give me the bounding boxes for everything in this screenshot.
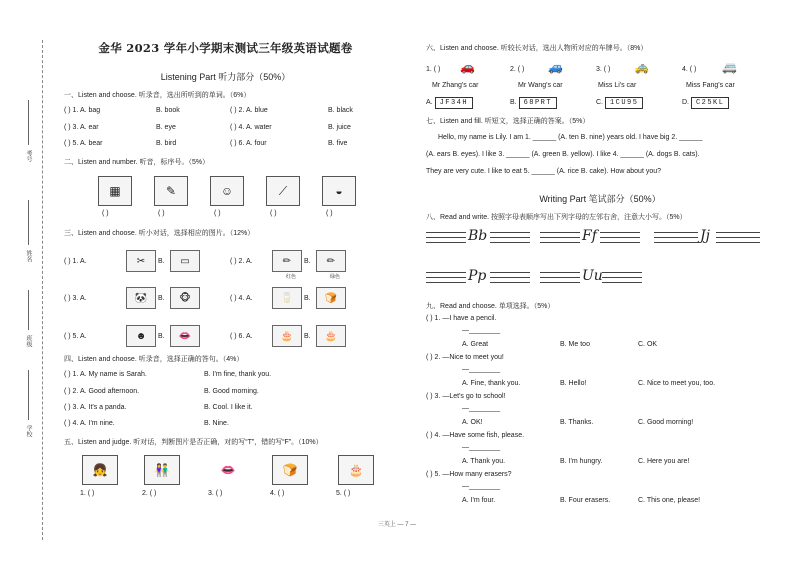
s9-q2-b: B. Hello! — [560, 380, 587, 387]
plate-d-number: C25KL — [691, 97, 730, 109]
s9-q1: ( ) 1. —I have a pencil. — [426, 315, 497, 322]
s1-r1-c: ( ) 2. A. blue — [230, 107, 268, 114]
s3-q6-b: B. — [304, 333, 311, 340]
s9-q5-b: B. Four erasers. — [560, 497, 611, 504]
s3-q2-a-pic: ✏ — [272, 250, 302, 272]
bread2-pic: 🍞 — [316, 287, 346, 309]
s4-r3-a: ( ) 3. A. It's a panda. — [64, 404, 127, 411]
bread-pic: ◒ — [322, 176, 356, 206]
monkey-pic: 🐵 — [170, 287, 200, 309]
s4-r2-b: B. Good morning. — [204, 388, 259, 395]
s2-blank-1[interactable]: ( ) — [102, 210, 109, 217]
s2-blank-4[interactable]: ( ) — [270, 210, 277, 217]
section1-heading: 一、Listen and choose. 听录音，选出所听到的单词。（6%） — [64, 92, 251, 99]
s5-blank-4[interactable]: 4. ( ) — [270, 490, 285, 497]
s6-name-4: Miss Fang's car — [686, 82, 735, 89]
s5-pic-5: 🎂 — [338, 455, 374, 485]
s6-item-3[interactable]: 3. ( ) — [596, 66, 611, 73]
s1-r2-a: ( ) 3. A. ear — [64, 124, 99, 131]
s1-r2-b: B. eye — [156, 124, 176, 131]
plate-d — [682, 97, 729, 109]
s9-q2: ( ) 2. —Nice to meet you! — [426, 354, 504, 361]
s1-r1-d: B. black — [328, 107, 353, 114]
letter-uu: Uu — [582, 268, 603, 284]
s5-pic-2: 👫 — [144, 455, 180, 485]
plate-a-letter: A. — [426, 99, 433, 106]
binding-margin — [20, 40, 50, 540]
crayon-pic: ✎ — [154, 176, 188, 206]
page-title: 金华 2023 学年小学期末测试三年级英语试题卷 — [98, 41, 353, 55]
s3-q4-b: B. — [304, 295, 311, 302]
s3-q3: ( ) 3. A. — [64, 295, 87, 302]
section2-heading: 二、Listen and number. 听音，标序号。（5%） — [64, 159, 210, 166]
plate-c — [596, 97, 643, 109]
s3-q6: ( ) 6. A. — [230, 333, 253, 340]
s4-r4-b: B. Nine. — [204, 420, 229, 427]
s2-blank-5[interactable]: ( ) — [326, 210, 333, 217]
binding-label-class: 班级 — [25, 335, 31, 347]
plate-b — [510, 97, 557, 109]
tag-red: 红色 — [286, 274, 297, 280]
s7-line-3: They are very cute. I like to eat 5. ______ (A. rice B. cake). How about you? — [426, 168, 662, 175]
window-pic: ▦ — [98, 176, 132, 206]
s9-q1-blank[interactable]: —________ — [462, 327, 501, 334]
s4-r1-a: ( ) 1. A. My name is Sarah. — [64, 371, 147, 378]
s6-name-2: Mr Wang's car — [518, 82, 563, 89]
letter-bb: Bb — [468, 228, 488, 244]
s1-r3-c: ( ) 6. A. four — [230, 140, 267, 147]
s9-q4: ( ) 4. —Have some fish, please. — [426, 432, 525, 439]
car-4-icon: 🚐 — [722, 60, 737, 74]
s3-q5: ( ) 5. A. — [64, 333, 87, 340]
section8-heading: 八、Read and write. 按照字母表顺序写出下列字母的左邻右舍，注意大小写。（5%） — [426, 214, 687, 221]
s1-r3-b: B. bird — [156, 140, 177, 147]
s1-r1-b: B. book — [156, 107, 180, 114]
s3-q4: ( ) 4. A. — [230, 295, 253, 302]
milk-pic: 🥛 — [272, 287, 302, 309]
plate-a-number: JF34H — [435, 97, 474, 109]
s6-item-4[interactable]: 4. ( ) — [682, 66, 697, 73]
listening-part-heading: Listening Part 听力部分（50%） — [160, 72, 291, 82]
s5-blank-2[interactable]: 2. ( ) — [142, 490, 157, 497]
s9-q5-c: C. This one, please! — [638, 497, 701, 504]
s5-pic-3: 👄 — [220, 463, 236, 477]
s3-q1-b-pic: ▭ — [170, 250, 200, 272]
s2-blank-3[interactable]: ( ) — [214, 210, 221, 217]
s9-q3-a: A. OK! — [462, 419, 483, 426]
s9-q3-b: B. Thanks. — [560, 419, 594, 426]
plate-a — [426, 97, 473, 109]
s1-r3-a: ( ) 5. A. bear — [64, 140, 103, 147]
s9-q1-c: C. OK — [638, 341, 658, 348]
letter-ff: Ff — [582, 228, 597, 244]
s9-q2-a: A. Fine, thank you. — [462, 380, 521, 387]
plate-c-letter: C. — [596, 99, 603, 106]
s9-q4-blank[interactable]: —________ — [462, 444, 501, 451]
binding-label-kaohao: 考号 — [25, 150, 31, 162]
s5-blank-1[interactable]: 1. ( ) — [80, 490, 95, 497]
s9-q2-c: C. Nice to meet you, too. — [638, 380, 716, 387]
ruler-pic: ⟋ — [266, 176, 300, 206]
s9-q3-c: C. Good morning! — [638, 419, 694, 426]
tag-green: 绿色 — [330, 274, 341, 280]
s9-q1-a: A. Great — [462, 341, 489, 348]
s3-q2: ( ) 2. A. — [230, 258, 253, 265]
s7-line-1: Hello, my name is Lily. I am 1. ______ (A. ten B. nine) years old. I have big 2. ______ — [438, 134, 703, 141]
s9-q5: ( ) 5. —How many erasers? — [426, 471, 512, 478]
s9-q4-b: B. I'm hungry. — [560, 458, 603, 465]
page-footer: 三英上 — 7 — — [377, 522, 417, 528]
s4-r1-b: B. I'm fine, thank you. — [204, 371, 272, 378]
s3-q3-b: B. — [158, 295, 165, 302]
s9-q3-blank[interactable]: —________ — [462, 405, 501, 412]
face-pic: ☻ — [126, 325, 156, 347]
s3-q2-b: B. — [304, 258, 311, 265]
section7-heading: 七、Listen and fill. 听短文，选择正确的答案。（5%） — [426, 118, 590, 125]
girl-pic: ☺ — [210, 176, 244, 206]
s4-r2-a: ( ) 2. A. Good afternoon. — [64, 388, 140, 395]
plate-d-letter: D. — [682, 99, 689, 106]
s3-q1-b: B. — [158, 258, 165, 265]
s5-blank-5[interactable]: 5. ( ) — [336, 490, 351, 497]
s3-q5-b: B. — [158, 333, 165, 340]
s2-blank-2[interactable]: ( ) — [158, 210, 165, 217]
cut-line — [42, 40, 43, 540]
s4-r4-a: ( ) 4. A. I'm nine. — [64, 420, 115, 427]
s6-name-1: Mr Zhang's car — [432, 82, 479, 89]
s5-pic-4: 🍞 — [272, 455, 308, 485]
writing-part-heading: Writing Part 笔试部分（50%） — [539, 194, 661, 204]
s1-r1-a: ( ) 1. A. bag — [64, 107, 101, 114]
s9-q4-c: C. Here you are! — [638, 458, 690, 465]
letter-pp: Pp — [468, 268, 487, 284]
section6-heading: 六、Listen and choose. 听较长对话，选出人物所对应的车牌号。（8%） — [426, 45, 648, 52]
s9-q5-a: A. I'm four. — [462, 497, 496, 504]
s9-q2-blank[interactable]: —________ — [462, 366, 501, 373]
s5-pic-1: 👧 — [82, 455, 118, 485]
s6-item-1[interactable]: 1. ( ) — [426, 66, 441, 73]
s3-q1: ( ) 1. A. — [64, 258, 87, 265]
binding-label-school: 学校 — [25, 425, 31, 437]
s9-q1-b: B. Me too — [560, 341, 590, 348]
panda-pic: 🐼 — [126, 287, 156, 309]
s3-q1-a-pic: ✂ — [126, 250, 156, 272]
section9-heading: 九、Read and choose. 单项选择。（5%） — [426, 303, 555, 310]
s1-r2-d: B. juice — [328, 124, 351, 131]
s7-line-2: (A. ears B. eyes). I like 3. ______ (A. green B. yellow). I like 4. ______ (A. dogs B. cats). — [426, 151, 700, 158]
s9-q3: ( ) 3. —Let's go to school! — [426, 393, 506, 400]
cake-pic: 🎂 — [272, 325, 302, 347]
s3-q2-b-pic: ✏ — [316, 250, 346, 272]
s5-blank-3[interactable]: 3. ( ) — [208, 490, 223, 497]
s1-r3-d: B. five — [328, 140, 348, 147]
s1-r2-c: ( ) 4. A. water — [230, 124, 272, 131]
binding-label-name: 姓名 — [25, 250, 31, 262]
plate-c-number: 1CU95 — [605, 97, 644, 109]
car-2-icon: 🚙 — [548, 60, 563, 74]
cake2-pic: 🎂 — [316, 325, 346, 347]
plate-b-number: 68PRT — [519, 97, 558, 109]
mouth-pic: 👄 — [170, 325, 200, 347]
s6-item-2[interactable]: 2. ( ) — [510, 66, 525, 73]
section5-heading: 五、Listen and judge. 听对话，判断图片是否正确，对的写“T”，错的写“F”。（10%） — [64, 439, 323, 446]
car-1-icon: 🚗 — [460, 60, 475, 74]
letter-jj: Jj — [700, 228, 710, 244]
s6-name-3: Miss Li's car — [598, 82, 637, 89]
s9-q5-blank[interactable]: —________ — [462, 483, 501, 490]
car-3-icon: 🚕 — [634, 60, 649, 74]
s9-q4-a: A. Thank you. — [462, 458, 506, 465]
plate-b-letter: B. — [510, 99, 517, 106]
s4-r3-b: B. Cool. I like it. — [204, 404, 253, 411]
section4-heading: 四、Listen and choose. 听录音，选择正确的答句。（4%） — [64, 356, 244, 363]
section3-heading: 三、Listen and choose. 听小对话，选择相应的图片。（12%） — [64, 230, 255, 237]
